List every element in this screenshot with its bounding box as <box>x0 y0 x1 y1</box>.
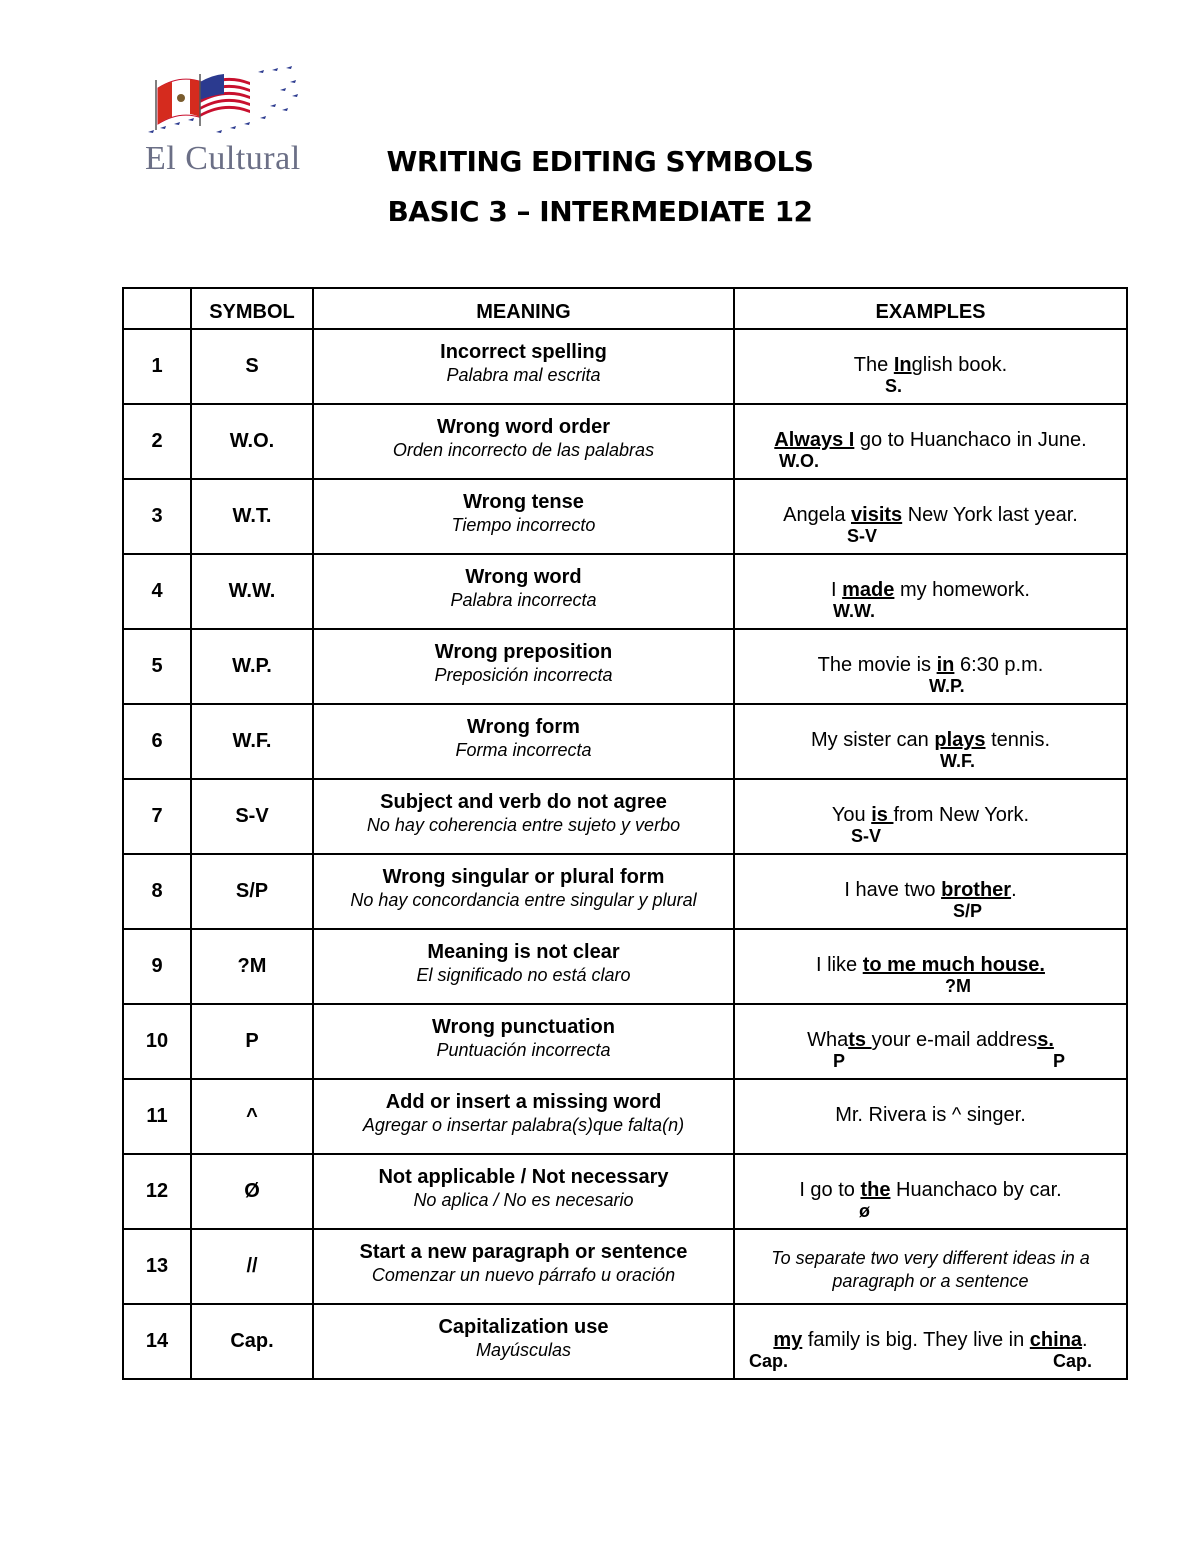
example-marked-text: to me much house. <box>862 954 1045 976</box>
row-meaning-cell <box>313 1229 734 1304</box>
logo-text: El Cultural <box>145 140 301 177</box>
row-meaning-spanish: Agregar o insertar palabra(s)que falta(n) <box>362 1115 685 1135</box>
row-example-cell <box>734 629 1127 704</box>
example-correction-label: W.W. <box>833 601 875 621</box>
header-number <box>123 288 191 329</box>
example-sentence <box>735 653 1126 677</box>
example-marked-text: Always I <box>774 429 855 451</box>
row-example-cell <box>734 929 1127 1004</box>
example-text-after: 6:30 p.m. <box>954 654 1044 676</box>
example-text-after: New York last year. <box>902 504 1078 526</box>
example-marked-text: the <box>860 1179 891 1201</box>
example-correction-label: ø <box>859 1201 870 1221</box>
example-marked-text: visits <box>851 504 903 526</box>
row-symbol: W.F. <box>191 704 313 779</box>
row-meaning-cell <box>313 1304 734 1379</box>
row-symbol: Ø <box>191 1154 313 1229</box>
row-meaning-spanish: No hay concordancia entre singular y plural <box>350 890 697 910</box>
row-number: 14 <box>123 1304 191 1379</box>
row-meaning-spanish: Orden incorrecto de las palabras <box>392 440 655 460</box>
row-number: 2 <box>123 404 191 479</box>
row-meaning-cell <box>313 329 734 404</box>
row-symbol: P <box>191 1004 313 1079</box>
page-subtitle: BASIC 3 – INTERMEDIATE 12 <box>387 195 813 228</box>
row-meaning-spanish: Mayúsculas <box>475 1340 572 1360</box>
table-row <box>123 479 1127 554</box>
row-number: 10 <box>123 1004 191 1079</box>
example-sentence <box>735 728 1126 752</box>
example-correction-label: P <box>1053 1051 1066 1071</box>
example-text-before: I <box>831 579 843 601</box>
example-marked-text: plays <box>934 729 986 751</box>
row-meaning: Wrong word <box>465 566 582 588</box>
table-row <box>123 1154 1127 1229</box>
table-row <box>123 929 1127 1004</box>
example-correction-label: ?M <box>945 976 971 996</box>
example-sentence <box>735 803 1126 827</box>
row-meaning: Wrong tense <box>463 491 584 513</box>
table-row <box>123 404 1127 479</box>
table-row <box>123 1229 1127 1304</box>
row-meaning: Capitalization use <box>438 1316 609 1338</box>
row-symbol: S/P <box>191 854 313 929</box>
table-row <box>123 854 1127 929</box>
row-meaning-cell <box>313 479 734 554</box>
row-meaning-cell <box>313 779 734 854</box>
example-correction-label: Cap. <box>749 1351 789 1371</box>
row-symbol: // <box>191 1229 313 1304</box>
row-example-cell <box>734 779 1127 854</box>
example-correction-label: W.F. <box>940 751 975 771</box>
row-number: 8 <box>123 854 191 929</box>
example-correction-label: Cap. <box>1053 1351 1093 1371</box>
table-row <box>123 329 1127 404</box>
row-symbol: ^ <box>191 1079 313 1154</box>
example-correction-label: S-V <box>851 826 882 846</box>
header-symbol: SYMBOL <box>191 288 313 329</box>
example-marked-text: my <box>773 1329 803 1351</box>
row-meaning: Start a new paragraph or sentence <box>359 1241 688 1263</box>
row-symbol: S-V <box>191 779 313 854</box>
example-text <box>735 1241 1126 1293</box>
table-row <box>123 779 1127 854</box>
row-number: 1 <box>123 329 191 404</box>
row-meaning-spanish: Puntuación incorrecta <box>436 1040 611 1060</box>
row-number: 13 <box>123 1229 191 1304</box>
row-meaning-spanish: El significado no está claro <box>416 965 631 985</box>
row-meaning-cell <box>313 554 734 629</box>
example-text-before: Angela <box>783 504 852 526</box>
example-text-after: Huanchaco by car. <box>890 1179 1062 1201</box>
row-meaning-spanish: Preposición incorrecta <box>434 665 613 685</box>
row-meaning-cell <box>313 1079 734 1154</box>
row-meaning: Wrong singular or plural form <box>382 866 665 888</box>
page-title: WRITING EDITING SYMBOLS <box>386 145 814 178</box>
row-meaning: Wrong form <box>467 716 580 738</box>
row-meaning: Meaning is not clear <box>427 941 620 963</box>
example-line-2: paragraph or a sentence <box>832 1270 1029 1291</box>
row-example-cell <box>734 854 1127 929</box>
row-meaning-spanish: No aplica / No es necesario <box>413 1190 634 1210</box>
example-marked-text-2: china <box>1029 1329 1083 1351</box>
row-number: 5 <box>123 629 191 704</box>
example-text-after: go to Huanchaco in June. <box>854 429 1087 451</box>
row-meaning-cell <box>313 929 734 1004</box>
row-number: 3 <box>123 479 191 554</box>
table-header-row <box>123 288 1127 329</box>
row-example-cell <box>734 1079 1127 1154</box>
example-correction-label: W.P. <box>929 676 965 696</box>
example-text-after: . <box>1011 879 1017 901</box>
row-number: 9 <box>123 929 191 1004</box>
example-marked-text: In <box>893 354 912 376</box>
example-sentence <box>735 953 1126 977</box>
example-marked-text: is <box>871 804 894 826</box>
row-symbol: W.O. <box>191 404 313 479</box>
row-meaning-spanish: Palabra incorrecta <box>450 590 597 610</box>
example-marked-text-2: s. <box>1037 1029 1054 1051</box>
row-number: 7 <box>123 779 191 854</box>
example-text-after: my homework. <box>894 579 1030 601</box>
row-meaning: Add or insert a missing word <box>385 1091 662 1113</box>
example-text-after: your e-mail addres <box>871 1029 1038 1051</box>
example-marked-text: in <box>936 654 955 676</box>
row-symbol: W.P. <box>191 629 313 704</box>
row-meaning: Wrong word order <box>437 416 610 438</box>
row-meaning-spanish: Comenzar un nuevo párrafo u oración <box>371 1265 676 1285</box>
example-sentence <box>735 428 1126 452</box>
example-correction-label: P <box>833 1051 846 1071</box>
row-meaning-spanish: Forma incorrecta <box>455 740 592 760</box>
row-meaning-cell <box>313 704 734 779</box>
example-marked-text: ts <box>848 1029 872 1051</box>
row-meaning-cell <box>313 1004 734 1079</box>
row-example-cell <box>734 1154 1127 1229</box>
example-text-after-2: . <box>1082 1329 1088 1351</box>
example-sentence <box>735 353 1126 377</box>
example-text-before: You <box>831 804 872 826</box>
example-sentence <box>735 503 1126 527</box>
example-sentence <box>735 1103 1126 1127</box>
header-examples: EXAMPLES <box>734 288 1127 329</box>
row-number: 12 <box>123 1154 191 1229</box>
header-meaning: MEANING <box>313 288 734 329</box>
row-example-cell <box>734 554 1127 629</box>
example-text-before: The movie is <box>817 654 937 676</box>
row-example-cell <box>734 329 1127 404</box>
row-meaning-spanish: Tiempo incorrecto <box>451 515 596 535</box>
row-example-cell <box>734 704 1127 779</box>
example-text-before: I like <box>816 954 863 976</box>
example-line-1: To separate two very different ideas in a <box>771 1247 1090 1268</box>
row-meaning: Subject and verb do not agree <box>380 791 667 813</box>
example-text-before: My sister can <box>811 729 935 751</box>
example-text-before: I go to <box>799 1179 861 1201</box>
row-meaning: Not applicable / Not necessary <box>378 1166 669 1188</box>
row-example-cell <box>734 479 1127 554</box>
row-meaning: Incorrect spelling <box>440 341 607 363</box>
row-meaning: Wrong punctuation <box>432 1016 615 1038</box>
example-text-after: tennis. <box>985 729 1050 751</box>
table-row <box>123 629 1127 704</box>
example-correction-label: W.O. <box>779 451 819 471</box>
row-example-cell <box>734 1304 1127 1379</box>
row-number: 6 <box>123 704 191 779</box>
editing-symbols-table <box>122 287 1128 1380</box>
example-text-before: Mr. Rivera is ^ singer. <box>835 1104 1026 1126</box>
row-meaning-spanish: No hay coherencia entre sujeto y verbo <box>366 815 681 835</box>
example-sentence <box>735 1328 1126 1352</box>
row-number: 11 <box>123 1079 191 1154</box>
example-correction-label: S/P <box>953 901 983 921</box>
example-text-before: The <box>853 354 894 376</box>
example-sentence <box>735 578 1126 602</box>
example-sentence <box>735 1028 1126 1052</box>
row-meaning-cell <box>313 629 734 704</box>
row-meaning-spanish: Palabra mal escrita <box>446 365 601 385</box>
table-row <box>123 1304 1127 1379</box>
example-text-after: family is big. They live in <box>802 1329 1030 1351</box>
row-example-cell <box>734 1004 1127 1079</box>
table-row <box>123 1004 1127 1079</box>
table-row <box>123 704 1127 779</box>
example-text-after: glish book. <box>911 354 1008 376</box>
row-symbol: Cap. <box>191 1304 313 1379</box>
example-text-after: from New York. <box>893 804 1030 826</box>
table-row <box>123 554 1127 629</box>
example-correction-label: S. <box>885 376 903 396</box>
example-marked-text: brother <box>941 879 1012 901</box>
example-text-before: I have two <box>844 879 942 901</box>
example-sentence <box>735 878 1126 902</box>
row-example-cell <box>734 404 1127 479</box>
row-symbol: S <box>191 329 313 404</box>
row-example-cell <box>734 1229 1127 1304</box>
row-meaning-cell <box>313 1154 734 1229</box>
row-number: 4 <box>123 554 191 629</box>
row-symbol: W.W. <box>191 554 313 629</box>
example-text-before: Wha <box>807 1029 849 1051</box>
table-row <box>123 1079 1127 1154</box>
row-symbol: W.T. <box>191 479 313 554</box>
row-meaning: Wrong preposition <box>434 641 613 663</box>
example-correction-label: S-V <box>847 526 878 546</box>
example-marked-text: made <box>842 579 895 601</box>
row-symbol: ?M <box>191 929 313 1004</box>
example-sentence <box>735 1178 1126 1202</box>
row-meaning-cell <box>313 404 734 479</box>
row-meaning-cell <box>313 854 734 929</box>
